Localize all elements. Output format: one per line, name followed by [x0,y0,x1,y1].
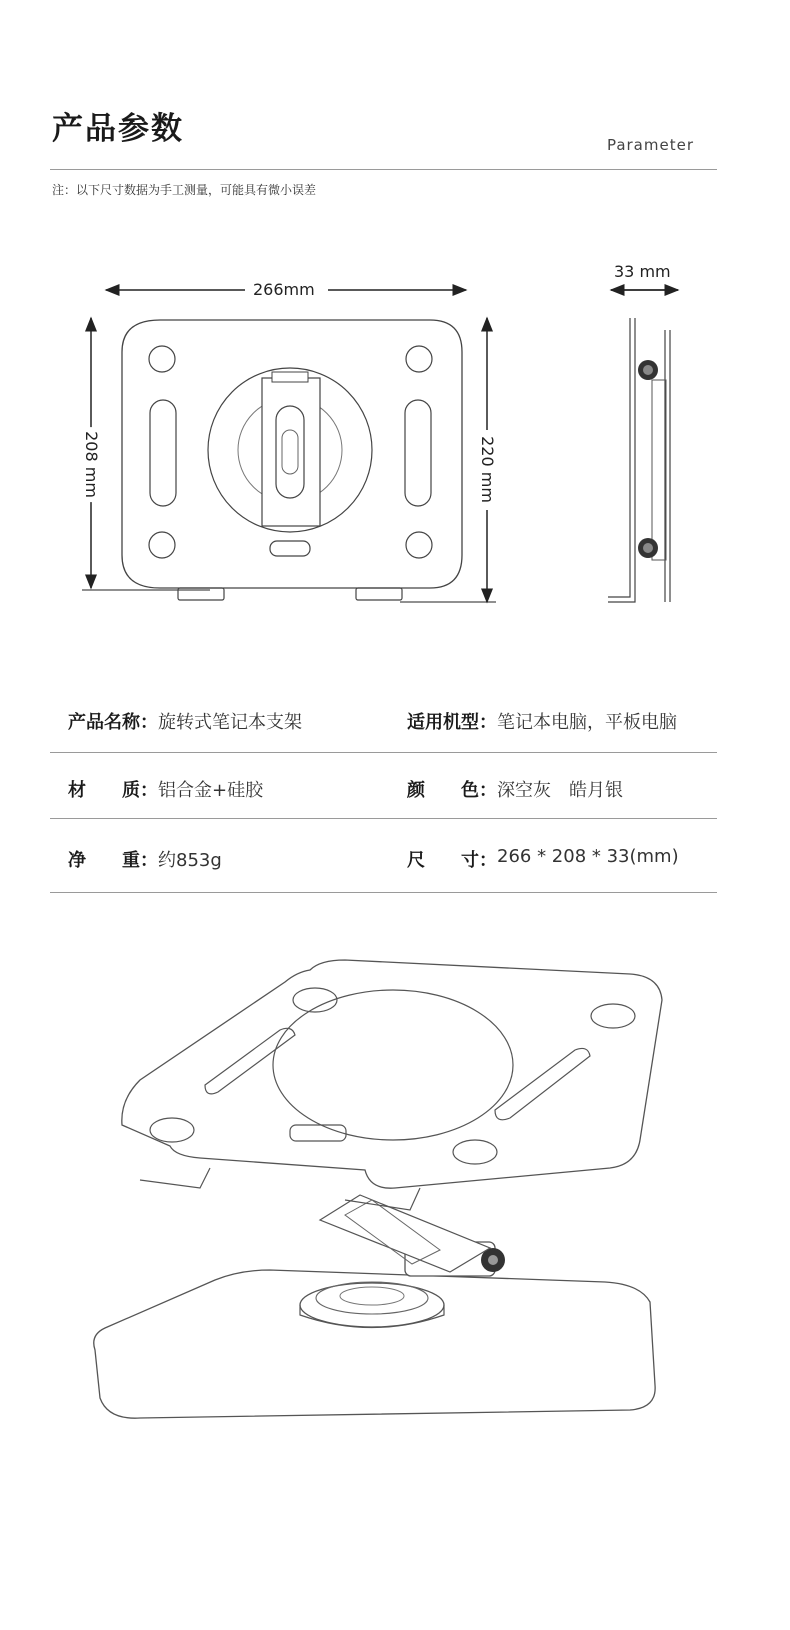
spec-label: 产品名称： [68,712,158,733]
measurement-note: 注：以下尺寸数据为手工测量，可能具有微小误差 [52,183,317,197]
spec-row-3 [50,846,717,912]
page-subtitle: Parameter [606,136,694,154]
spec-label: 尺 寸： [407,850,497,871]
spec-row-1 [50,708,717,774]
spec-value: 深空灰 皓月银 [497,780,623,801]
left-height-dimension-label: 208 mm [82,427,101,502]
depth-dimension-label: 33 mm [610,262,675,281]
spec-value: 旋转式笔记本支架 [158,712,302,733]
spec-divider [50,818,717,819]
spec-label: 净 重： [68,850,158,871]
spec-divider [50,892,717,893]
width-dimension-label: 266mm [249,280,319,299]
spec-label: 适用机型： [407,712,497,733]
right-height-dimension-label: 220 mm [478,432,497,507]
spec-value: 约853g [158,850,222,871]
spec-divider [50,752,717,753]
spec-label: 颜 色： [407,780,497,801]
spec-row-2 [50,776,717,842]
page-title: 产品参数 [52,111,184,147]
spec-label: 材 质： [68,780,158,801]
spec-value: 笔记本电脑，平板电脑 [497,712,677,733]
spec-value: 铝合金+硅胶 [158,780,264,801]
spec-value: 266 * 208 * 33(mm) [497,846,679,867]
front-view-drawing [0,0,790,650]
perspective-drawing [0,930,790,1630]
